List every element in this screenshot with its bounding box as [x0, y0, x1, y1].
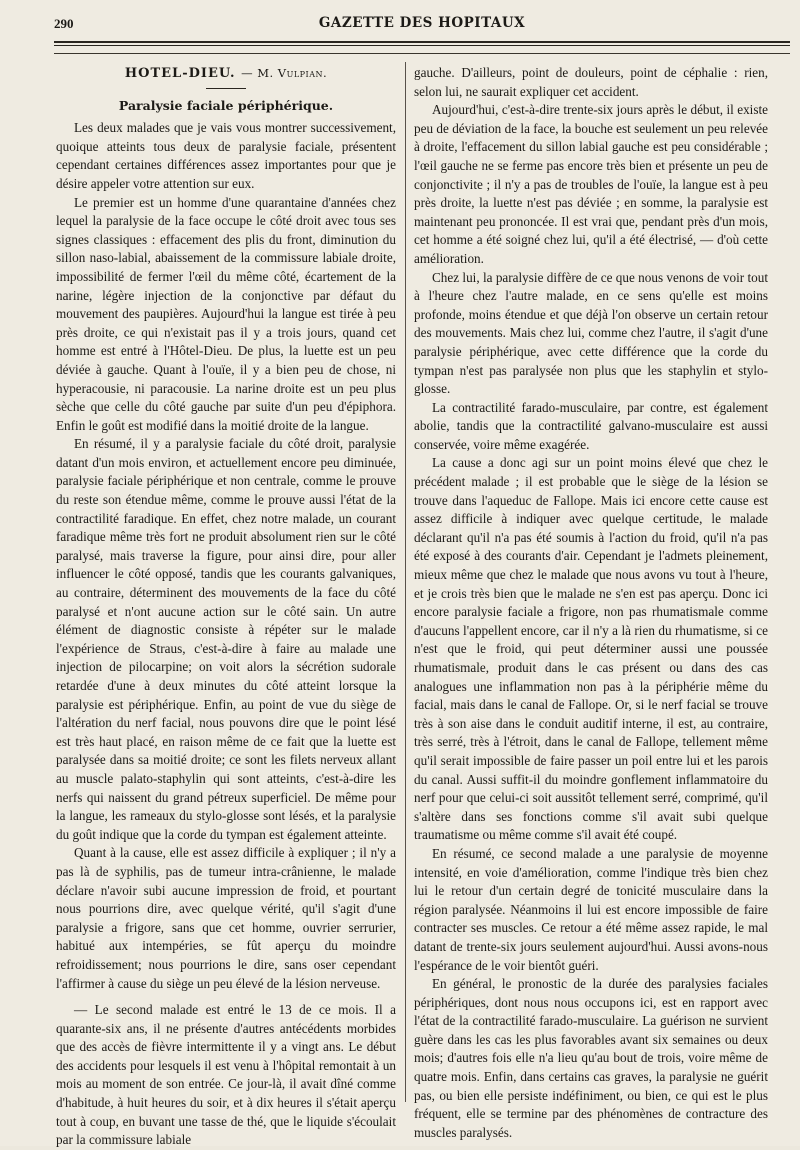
journal-title: GAZETTE DES HOPITAUX [318, 15, 526, 31]
header-rule-lower [54, 53, 790, 54]
paragraph: Les deux malades que je vais vous montrer successivement, quoique atteints tous deux de paralysie faciale, présentent cependant certaines différences assez importantes pour que je désire appeler votre attention sur eux. [56, 120, 396, 191]
section-title: HOTEL-DIEU. [124, 66, 236, 81]
paragraph: Quant à la cause, elle est assez difficile à expliquer ; il n'y a pas là de syphilis, pas de tumeur intra-crânienne, le malade déclare n'avoir subi aucune impression de froid, et pourtant nous pourrions dire, avec quelque vérité, qu'il s'agit d'une paralysie a frigore, sans que cet homme, ouvrier serrurier, habitué aux intempéries, se fût aperçu du moindre refroidissement; nous pourrions le dire, sans oser cependant l'affirmer à cause du siège un peu élevé de la lésion nerveuse. [56, 845, 396, 991]
page-header [54, 14, 790, 36]
article-subheading: Paralysie faciale périphérique. [118, 97, 334, 113]
section-heading [56, 64, 396, 84]
paragraph: Chez lui, la paralysie diffère de ce que nous venons de voir tout à l'heure chez l'autre malade, en ce sens qu'elle est moins profonde, moins étendue et que déjà l'on observe un certain retour des mouvements. Mais chez lui, comme chez l'autre, il s'agit d'une paralysie périphérique, avec cette différence que la corde du tympan n'est pas paralysée non plus que les staphylin et stylo-glosse. [414, 269, 768, 397]
paragraph: La contractilité farado-musculaire, par contre, est également abolie, tandis que la contractilité galvano-musculaire est aussi conservée, voire même exagérée. [414, 399, 768, 452]
paragraph: Aujourd'hui, c'est-à-dire trente-six jours après le début, il existe peu de déviation de la face, la bouche est seulement un peu relevée à droite, l'effacement du sillon labial gauche est peu considérable ; l'œil gauche ne se ferme pas encore très bien et présente un peu de conjonctivite ; il n'y a pas de troubles de l'ouïe, la langue est à peu près droite, la luette n'est pas déviée ; en somme, la paralysie est maintenant peu prononcée. Il est vrai que, pendant près d'un mois, cet homme a été soigné chez lui, qu'il a été électrisé, — d'où cette amélioration. [414, 102, 768, 266]
column-divider [405, 62, 406, 1102]
right-column [414, 64, 768, 1142]
header-rule-thick [54, 41, 790, 43]
paragraph: En résumé, il y a paralysie faciale du côté droit, paralysie datant d'un mois environ, et actuellement encore peu diminuée, paralysie faciale périphérique et non centrale, comme le prouve du reste son étendue même, comme le prouve aussi l'état de la contractilité faradique. En effet, chez notre malade, un courant faradique même très fort ne produit absolument rien sur le côté paralysé, mais traverse la figure, pour ainsi dire, pour aller influencer le côté opposé, tandis que les courants galvaniques, au contraire, déterminent des mouvements de la face du côté paralysé et n'ont aucune action sur le côté sain. Un autre élément de diagnostic consiste à répéter sur le malade l'expérience de Straus, c'est-à-dire à faire au malade une injection de pilocarpine; on voit alors la sécrétion sudorale retardée d'une à deux minutes du côté atteint lorsque la paralysie est périphérique. Enfin, au point de vue du siège de l'altération du nerf facial, nous pouvons dire que le point lésé est très haut placé, en raison même de ce fait que la luette est paralysée dans sa moitié droite; ce sont les filets nerveux allant au muscle palato-staphylin qui sont atteints, c'est-à-dire les nerfs qui naissent du grand pétreux superficiel. De même pour la langue, les rameaux du stylo-glosse sont lésés, et la paralysie du goût indique que la corde du tympan est également atteinte. [56, 436, 396, 842]
paragraph-gap [56, 993, 396, 1001]
page-number: 290 [54, 16, 74, 31]
section-author: — M. Vulpian. [241, 66, 328, 80]
header-rule-thin [54, 45, 790, 46]
left-column [56, 64, 396, 1150]
paragraph: La cause a donc agi sur un point moins élevé que chez le précédent malade ; il est probable que le siège de la lésion se trouve dans l'aqueduc de Fallope. Mais ici encore cette cause est assez difficile à indiquer avec quelque certitude, le malade déclarant qu'il n'a pas été soumis à l'action du froid, qu'il n'a pas été exposé à des courants d'air. Cependant je l'admets pleinement, mieux même que chez le malade que nous avons vu tout à l'heure, et je crois très bien que le malade ne s'en est pas aperçu. Donc ici encore paralysie faciale a frigore, non pas rhumatismale comme d'aucuns l'appellent encore, car il n'y a là rien du rhumatisme, si ce n'est que le froid, qui peut déterminer aussi une poussée rhumatismale, produit dans le cas présent ou dans des cas analogues une inflammation non pas à la périphérie même du facial, mais dans le canal de Fallope. Or, si le nerf facial se trouve très à son aise dans le conduit auditif interne, il est, au contraire, très serré, très à l'étroit, dans le canal de Fallope, tellement même qu'il serait impossible de faire passer un poil entre lui et les parois du canal. Aussi suffit-il du moindre gonflement inflammatoire du nerf pour que celui-ci soit aussitôt tellement serré, comprimé, qu'il s'altère dans ses fonctions comme s'il avait subi quelque traumatisme ou même comme s'il avait été coupé. [414, 455, 768, 843]
paragraph: gauche. D'ailleurs, point de douleurs, point de céphalie : rien, selon lui, ne saurait expliquer cet accident. [414, 65, 768, 99]
paragraph: — Le second malade est entré le 13 de ce mois. Il a quarante-six ans, il ne présente d'autres antécédents morbides que des accès de fièvre intermittente il y a vingt ans. Le début des accidents pour lesquels il est venu à l'hôpital remontait à un mois au moment de son entrée. Ce jour-là, il avait dîné comme d'habitude, à huit heures du soir, et à dix heures il s'était aperçu tout à coup, en buvant une tasse de thé, que le liquide s'écoulait par la commissure labiale [56, 1002, 396, 1148]
paragraph: En résumé, ce second malade a une paralysie de moyenne intensité, en voie d'amélioration, comme l'indique très bien chez lui le retour d'un certain degré de tonicité musculaire dans la région paralysée. Néanmoins il lui est encore impossible de faire contracter ses muscles. Ce retour a été même assez rapide, le mal datant de trente-six jours seulement aujourd'hui. Aussi avons-nous l'espérance de le voir bientôt guéri. [414, 845, 768, 973]
paragraph: Le premier est un homme d'une quarantaine d'années chez lequel la paralysie de la face occupe le côté droit avec tous ses signes classiques : effacement des plis du front, diminution du sillon naso-labial, abaissement de la commissure labiale droite, impossibilité de fermer l'œil du même côté, écartement de la narine, légère injection de la conjonctive par défaut du mouvement des paupières. Aujourd'hui la langue est tirée à peu près droite, ce qui n'existait pas il y a trois jours, quand cet homme est entré à l'Hôtel-Dieu. De plus, la luette est un peu déviée à gauche. Quant à l'ouïe, il y a bien peu de chose, ni hyperacousie, ni paracousie. La narine droite est un peu plus sèche que celle du côté gauche par suite d'un peu d'épiphora. Enfin le goût est modifié dans la moitié droite de la langue. [56, 194, 396, 433]
section-short-rule [206, 88, 246, 89]
paragraph: En général, le pronostic de la durée des paralysies faciales périphériques, dont nous nous occupons ici, est en rapport avec l'état de la contractilité farado-musculaire. La guérison ne survient guère dans les cas les plus favorables avant six semaines ou deux mois; d'autres fois elle n'a lieu qu'au bout de trois, voire même de quatre mois. Enfin, dans certains cas graves, la paralysie ne guérit pas, ou bien elle persiste indéfiniment, ou bien, ce qui est le plus fréquent, elle se termine par des phénomènes de contracture des muscles paralysés. [414, 976, 768, 1140]
